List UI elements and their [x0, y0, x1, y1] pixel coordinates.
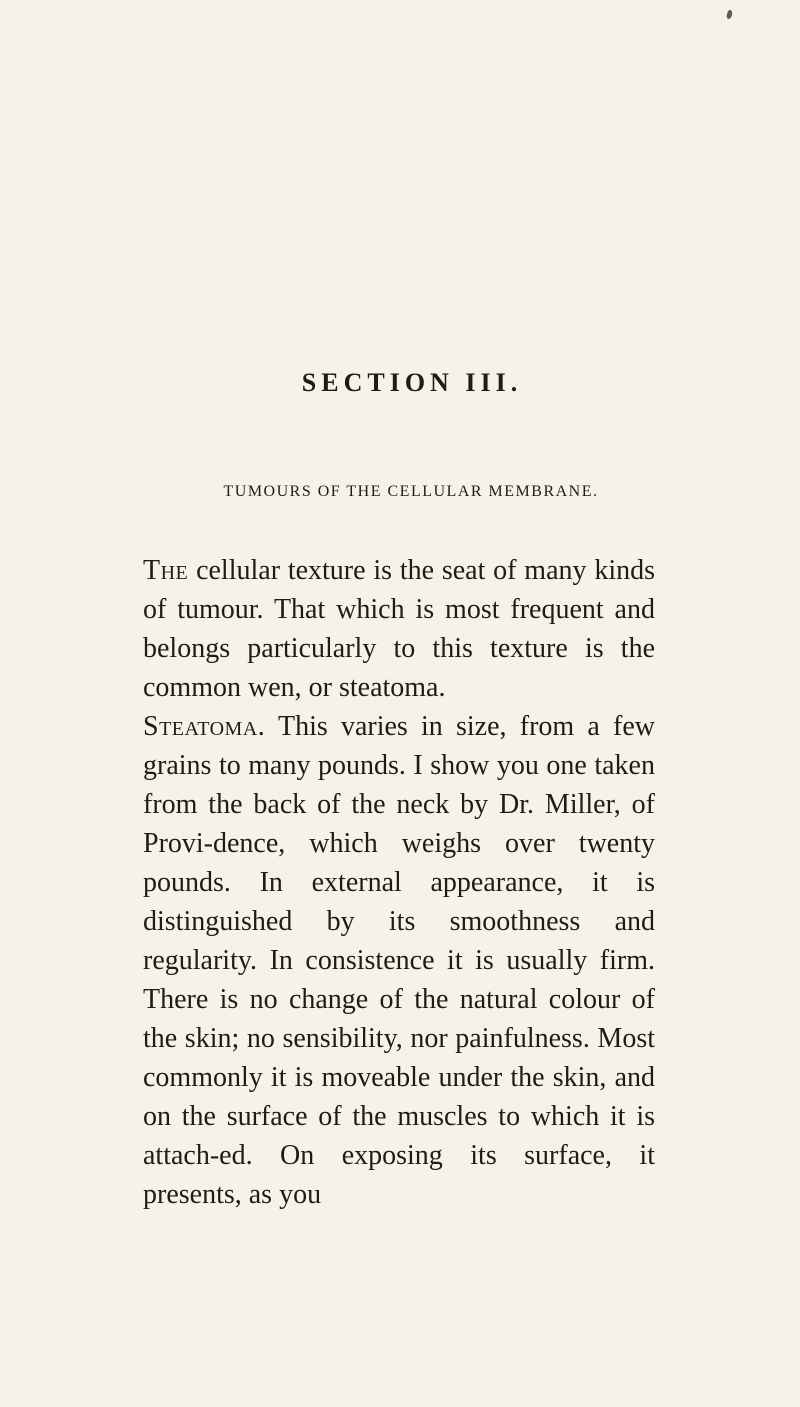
section-heading: SECTION III. [301, 368, 523, 397]
ink-speck [726, 9, 734, 19]
paragraph-steatoma [143, 707, 655, 1214]
paragraph-text: cellular texture is the seat of many kinds of tumour. That which is most frequent and belongs particularly to this texture is the common wen, or steatoma. [143, 555, 655, 703]
paragraph-intro [143, 551, 655, 707]
paragraph-text: This varies in size, from a few grains to many pounds. I show you one taken from the back of the neck by Dr. Miller, of Provi-dence, which weighs over twenty pounds. In external appearance, it is distinguished by its smoothness and regularity. In consistence it is usually firm. There is no change of the natural colour of the skin; no sensibility, nor painfulness. Most commonly it is moveable under the skin, and on the surface of the muscles to which it is attach-ed. On exposing its surface, it presents, as you [143, 711, 655, 1210]
paragraph-lead: Steatoma. [143, 711, 266, 742]
section-subtitle: TUMOURS OF THE CELLULAR MEMBRANE. [223, 483, 599, 500]
paragraph-lead: The [143, 555, 189, 586]
body-text [143, 551, 655, 1214]
